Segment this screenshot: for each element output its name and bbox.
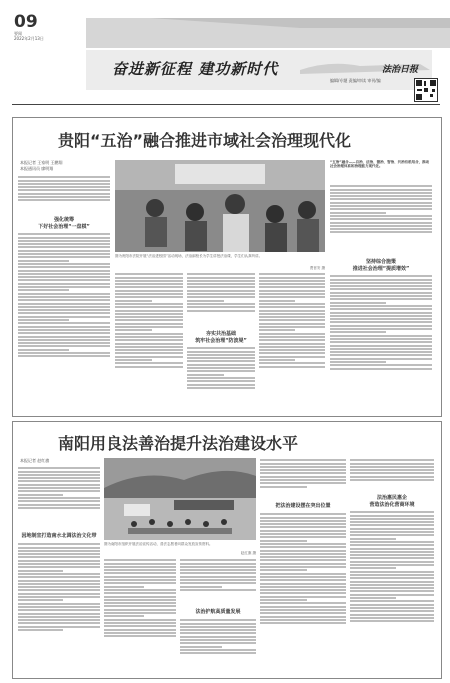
newspaper-logo: 法治日报 xyxy=(382,65,419,75)
editor-info: 编辑/专题 责编/审读 审刊/编 xyxy=(330,78,381,83)
photo-caption-nanyang: 图为南阳市组织开展法治宣传活动，普法志愿者向群众发放宣传资料。 xyxy=(104,542,213,546)
article-byline-nanyang: 本报记者 赵红旗 xyxy=(20,458,50,463)
paragraph-text xyxy=(18,175,110,215)
page-header xyxy=(0,0,450,104)
article-byline-2: 本报通讯员 廖明翔 xyxy=(20,166,54,171)
photo-credit-guiyang: 贾晋安 摄 xyxy=(309,266,325,270)
section-heading-5: 法治护航高质量发展 xyxy=(195,609,241,615)
photo-caption-guiyang: 图为贵阳市法院开展“法治进校园”活动现场，法治副校长为学生讲授法治课，学生们认真听讲。 xyxy=(115,254,263,258)
outdoor-event-photo-graphic xyxy=(104,458,256,540)
photo-credit-nanyang: 赵红旗 摄 xyxy=(240,551,256,555)
page-date: 2022年2月13日 xyxy=(14,36,44,41)
article-photo-nanyang xyxy=(104,458,256,540)
qr-code-icon xyxy=(414,78,438,102)
paragraph-text xyxy=(180,618,256,670)
article-title-guiyang: 贵阳“五治”融合推进市域社会治理现代化 xyxy=(58,131,352,150)
paragraph-text xyxy=(18,466,100,530)
section-heading-2: 夯实共治基础 筑牢社会治理“防波堤” xyxy=(195,331,247,344)
article-title-nanyang: 南阳用良法善治提升法治建设水平 xyxy=(58,434,299,453)
paragraph-text xyxy=(115,272,183,408)
paragraph-text xyxy=(350,510,434,670)
paragraph-text xyxy=(259,272,325,408)
article-byline-1: 本报记者 王家明 王鹏翔 xyxy=(20,160,63,165)
section-heading-7: 法治惠民惠企 营造法治化营商环境 xyxy=(369,495,415,508)
header-background-graphic xyxy=(0,0,450,104)
page-section: 要闻 xyxy=(14,31,22,36)
pull-quote: “五治”融合——自治、法治、德治、智治、共治有机结合，推动社会治理体系和治理能力现代化。 xyxy=(330,160,430,169)
section-heading-6: 把法治建设摆在突出位置 xyxy=(275,503,331,509)
paragraph-text xyxy=(330,184,432,254)
paragraph-text xyxy=(260,512,346,670)
paragraph-text xyxy=(18,232,110,408)
section-heading-4: 因地制宜打造南水北调法治文化带 xyxy=(21,533,97,539)
paragraph-text xyxy=(260,458,346,500)
column-slogan: 奋进新征程 建功新时代 xyxy=(112,60,279,78)
paragraph-text xyxy=(187,272,255,328)
paragraph-text xyxy=(330,274,432,408)
page-meta xyxy=(14,31,44,41)
classroom-photo-graphic xyxy=(115,160,325,252)
section-heading-1: 强化统筹 下好社会治理“一盘棋” xyxy=(38,217,90,230)
paragraph-text xyxy=(187,346,255,408)
article-photo-guiyang xyxy=(115,160,325,252)
page-number: 09 xyxy=(14,12,38,32)
section-heading-3: 坚持综合施策 推进社会治理“提质增效” xyxy=(352,259,410,272)
paragraph-text xyxy=(350,458,434,492)
paragraph-text xyxy=(180,558,256,606)
paragraph-text xyxy=(104,558,176,670)
header-rule xyxy=(12,104,440,105)
paragraph-text xyxy=(18,542,100,670)
